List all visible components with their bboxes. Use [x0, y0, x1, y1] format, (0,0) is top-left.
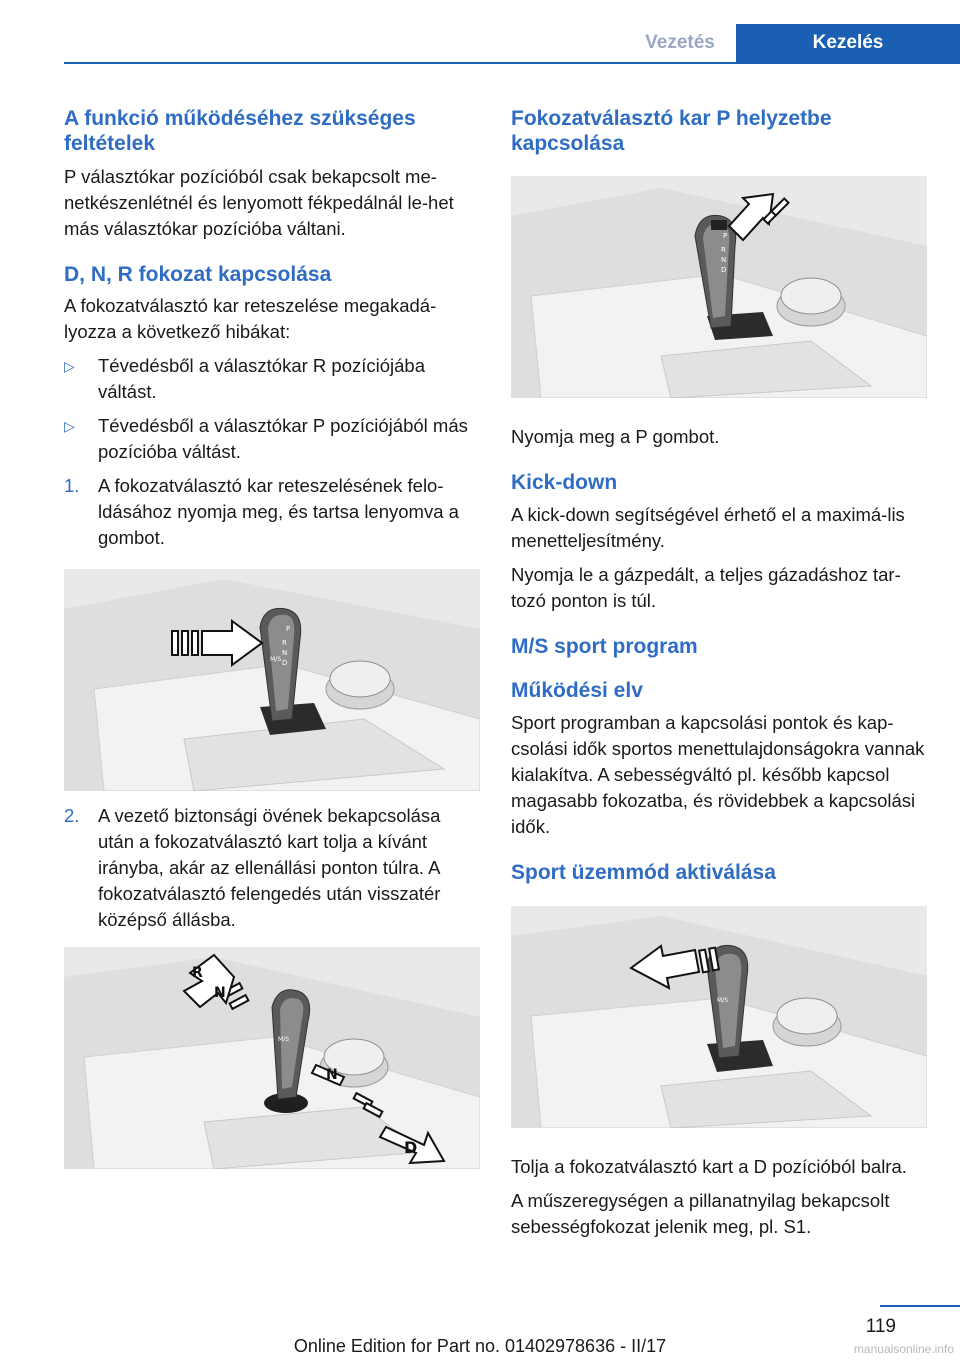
tab-kezeles[interactable]: Kezelés	[736, 24, 960, 62]
step-item	[64, 473, 480, 551]
arrow-label-d: D	[404, 1138, 418, 1157]
arrow-label-n: N	[214, 985, 226, 1001]
step-number: 2.	[64, 805, 80, 826]
section-heading-sport-program: M/S sport program	[511, 635, 698, 658]
lever-label-r: R	[282, 639, 287, 647]
arrow-label-n: N	[326, 1067, 338, 1083]
lever-label-p: P	[723, 232, 728, 240]
lever-label-ms: M/S	[278, 1036, 290, 1043]
subheading-operating-principle: Működési elv	[511, 679, 643, 702]
figure-lever-button-press	[64, 569, 480, 791]
list-item	[64, 413, 480, 465]
lever-label-p: P	[286, 625, 291, 633]
paragraph-sport-principle: Sport programban a kapcsolási pontok és kap-csolási idők sportos menettulajdonságokra vannak kialakítva. A sebességváltó pl. később kapcsol magasabb fokozatba, és rövidebbek a kapcsolási idők.	[511, 712, 925, 837]
lever-label-d: D	[282, 659, 288, 667]
paragraph-park: Nyomja meg a P gombot.	[511, 426, 720, 447]
figure-lever-park-button	[511, 176, 927, 398]
paragraph-sport-activation-2: A műszeregységen a pillanatnyilag bekapcsolt sebességfokozat jelenik meg, pl. S1.	[511, 1190, 890, 1237]
step-text: A vezető biztonsági övének bekapcsolása után a fokozatválasztó kart tolja a kívánt irányba, akár az ellenállási ponton túlra. A fokozatválasztó felengedés után visszatér középső állásba.	[98, 805, 441, 930]
page-number: 119	[865, 1316, 896, 1337]
list-item-text: Tévedésből a választókar P pozíciójából más pozícióba váltást.	[98, 415, 468, 462]
lever-label-ms: M/S	[270, 656, 282, 663]
right-column	[511, 106, 927, 1240]
paragraph-kickdown-1: A kick-down segítségével érhető el a maximá-lis menetteljesítmény.	[511, 504, 905, 551]
subheading-sport-activation: Sport üzemmód aktiválása	[511, 861, 776, 884]
edition-note: Online Edition for Part no. 01402978636 - II/17	[293, 1336, 667, 1356]
lever-label-n: N	[721, 256, 727, 264]
triangle-bullet-icon: ▷	[64, 358, 75, 374]
section-heading-dnr: D, N, R fokozat kapcsolása	[64, 263, 332, 286]
section-heading-kickdown: Kick-down	[511, 471, 618, 494]
figure-lever-sport-mode	[511, 906, 927, 1128]
header-rule	[64, 62, 960, 64]
step-number: 1.	[64, 475, 80, 496]
figure-lever-shift-directions	[64, 947, 480, 1169]
footer-rule	[880, 1305, 960, 1307]
paragraph-dnr: A fokozatválasztó kar reteszelése megakadá-lyozza a következő hibákat:	[64, 295, 437, 342]
step-item	[64, 803, 480, 933]
watermark: manualsonline.info	[853, 1342, 954, 1356]
section-heading-conditions: A funkció működéséhez szükséges feltételek	[64, 107, 416, 155]
lever-label-d: D	[721, 266, 727, 274]
step-text: A fokozatválasztó kar reteszelésének felo-ldásához nyomja meg, és tartsa lenyomva a gombot.	[98, 475, 459, 548]
list-item	[64, 353, 480, 405]
lever-label-ms: M/S	[717, 997, 729, 1004]
paragraph-kickdown-2: Nyomja le a gázpedált, a teljes gázadáshoz tar-tozó ponton is túl.	[511, 564, 901, 611]
lever-illustration-2	[64, 947, 480, 1169]
tab-vezetes[interactable]: Vezetés	[624, 24, 736, 62]
lever-illustration-3	[511, 176, 927, 398]
section-heading-park: Fokozatválasztó kar P helyzetbe kapcsolása	[511, 107, 832, 155]
lever-label-r: R	[721, 246, 726, 254]
paragraph-sport-activation-1: Tolja a fokozatválasztó kart a D pozícióból balra.	[511, 1156, 907, 1177]
arrow-label-r: R	[192, 965, 203, 981]
lever-illustration-1	[64, 569, 480, 791]
paragraph-conditions: P választókar pozícióból csak bekapcsolt me-netkészenlétnél és lenyomott fékpedálnál le-het más választókar pozícióba váltani.	[64, 166, 454, 239]
lever-label-n: N	[282, 649, 288, 657]
header-tabs	[624, 24, 960, 62]
triangle-bullet-icon: ▷	[64, 418, 75, 434]
list-item-text: Tévedésből a választókar R pozíciójába váltást.	[98, 355, 426, 402]
left-column	[64, 106, 480, 1169]
lever-illustration-4	[511, 906, 927, 1128]
